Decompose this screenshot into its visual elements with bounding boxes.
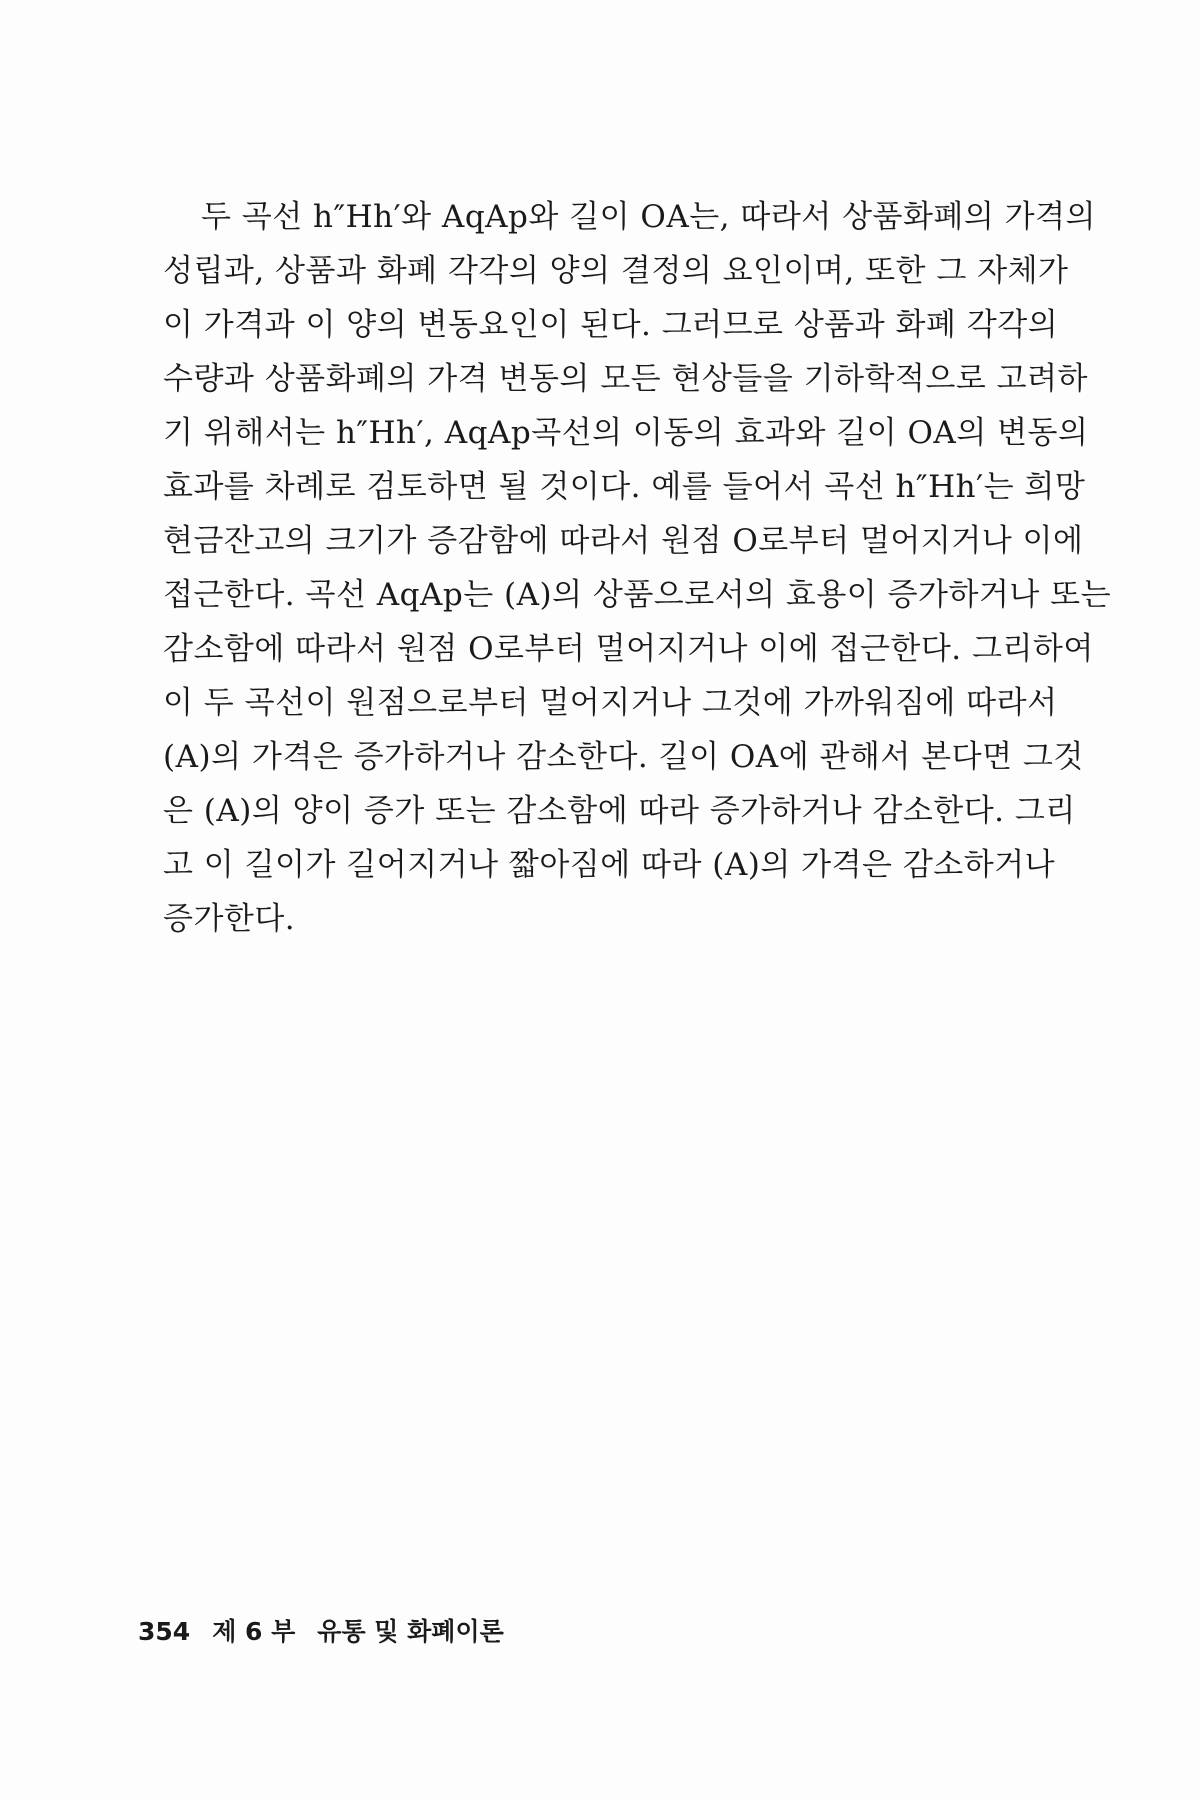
text-line: 고 이 길이가 길어지거나 짧아짐에 따라 (A)의 가격은 감소하거나 (163, 847, 1056, 883)
page-number: 354 (138, 1617, 191, 1646)
text-line: 접근한다. 곡선 AqAp는 (A)의 상품으로서의 효용이 증가하거나 또는 (163, 577, 1112, 613)
page-footer (138, 1612, 504, 1648)
text-line: 은 (A)의 양이 증가 또는 감소함에 따라 증가하거나 감소한다. 그리 (163, 793, 1076, 829)
text-line: 이 가격과 이 양의 변동요인이 된다. 그러므로 상품과 화폐 각각의 (163, 307, 1059, 343)
text-line: 감소함에 따라서 원점 O로부터 멀어지거나 이에 접근한다. 그리하여 (163, 631, 1094, 667)
text-line: 효과를 차례로 검토하면 될 것이다. 예를 들어서 곡선 h″Hh′는 희망 (163, 469, 1086, 505)
text-line: 수량과 상품화폐의 가격 변동의 모든 현상들을 기하학적으로 고려하 (163, 361, 1088, 397)
text-line: 기 위해서는 h″Hh′, AqAp곡선의 이동의 효과와 길이 OA의 변동의 (163, 415, 1089, 451)
text-line: 증가한다. (163, 901, 296, 937)
part-title: 유통 및 화폐이론 (317, 1617, 504, 1646)
part-label: 제 6 부 (212, 1617, 296, 1646)
text-line: 두 곡선 h″Hh′와 AqAp와 길이 OA는, 따라서 상품화폐의 가격의 (201, 199, 1097, 235)
text-line: 이 두 곡선이 원점으로부터 멀어지거나 그것에 가까워짐에 따라서 (163, 685, 1058, 721)
text-line: 성립과, 상품과 화폐 각각의 양의 결정의 요인이며, 또한 그 자체가 (163, 253, 1069, 289)
body-paragraph (163, 190, 1112, 946)
text-line: 현금잔고의 크기가 증감함에 따라서 원점 O로부터 멀어지거나 이에 (163, 523, 1084, 559)
text-line: (A)의 가격은 증가하거나 감소한다. 길이 OA에 관해서 본다면 그것 (163, 739, 1084, 775)
